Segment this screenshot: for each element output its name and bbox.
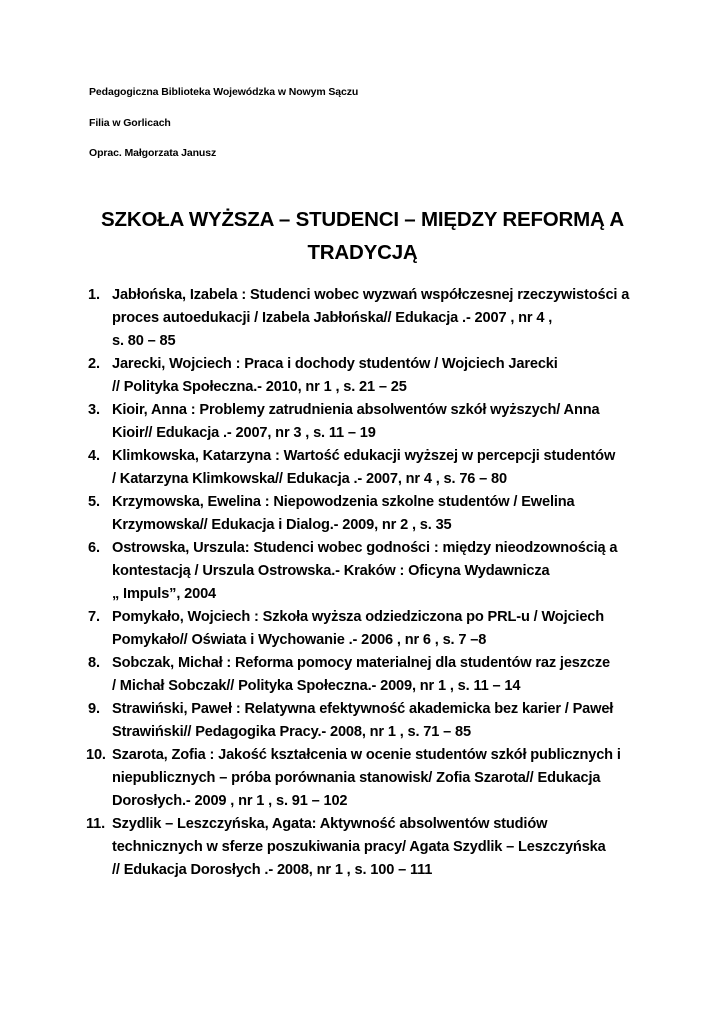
bibliography-entry <box>86 491 666 537</box>
entry-number: 10. <box>86 747 106 763</box>
entry-text-line: Szydlik – Leszczyńska, Agata: Aktywność absolwentów studiów <box>112 816 548 832</box>
bibliography-entry <box>86 652 666 698</box>
entry-text-line: Ostrowska, Urszula: Studenci wobec godności : między nieodzownością a <box>112 540 618 556</box>
bibliography-list <box>86 284 666 882</box>
entry-number: 6. <box>88 540 100 556</box>
entry-text-line: / Michał Sobczak// Polityka Społeczna.- 2009, nr 1 , s. 11 – 14 <box>112 678 521 694</box>
entry-text-line: Strawiński// Pedagogika Pracy.- 2008, nr 1 , s. 71 – 85 <box>112 724 471 740</box>
entry-text-line: Kioir// Edukacja .- 2007, nr 3 , s. 11 – 19 <box>112 425 376 441</box>
entry-number: 5. <box>88 494 100 510</box>
entry-text-line: Jabłońska, Izabela : Studenci wobec wyzwań współczesnej rzeczywistości a <box>112 287 630 303</box>
bibliography-entry <box>86 353 666 399</box>
bibliography-entry <box>86 813 666 882</box>
entry-text-line: „ Impuls”, 2004 <box>112 586 217 602</box>
entry-number: 3. <box>88 402 100 418</box>
entry-number: 8. <box>88 655 100 671</box>
compiler-name: Oprac. Małgorzata Janusz <box>89 147 217 159</box>
entry-text-line: s. 80 – 85 <box>112 333 176 349</box>
entry-text-line: Jarecki, Wojciech : Praca i dochody studentów / Wojciech Jarecki <box>112 356 558 372</box>
entry-text-line: proces autoedukacji / Izabela Jabłońska// Edukacja .- 2007 , nr 4 , <box>112 310 553 326</box>
entry-number: 4. <box>88 448 100 464</box>
bibliography-entry <box>86 537 666 606</box>
bibliography-entry <box>86 606 666 652</box>
entry-text-line: Strawiński, Paweł : Relatywna efektywność akademicka bez karier / Paweł <box>112 701 614 717</box>
entry-number: 2. <box>88 356 100 372</box>
entry-text-line: Kioir, Anna : Problemy zatrudnienia absolwentów szkół wyższych/ Anna <box>112 402 600 418</box>
entry-number: 1. <box>88 287 100 303</box>
document-title-line-2: TRADYCJĄ <box>307 241 418 264</box>
entry-text-line: kontestacją / Urszula Ostrowska.- Kraków : Oficyna Wydawnicza <box>112 563 550 579</box>
bibliography-entry <box>86 284 666 353</box>
bibliography-entry <box>86 744 666 813</box>
entry-text-line: Dorosłych.- 2009 , nr 1 , s. 91 – 102 <box>112 793 348 809</box>
document-title-line-1: SZKOŁA WYŻSZA – STUDENCI – MIĘDZY REFORMĄ A <box>101 208 624 231</box>
entry-text-line: Krzymowska, Ewelina : Niepowodzenia szkolne studentów / Ewelina <box>112 494 575 510</box>
entry-number: 11. <box>86 816 106 832</box>
entry-text-line: Krzymowska// Edukacja i Dialog.- 2009, nr 2 , s. 35 <box>112 517 452 533</box>
entry-text-line: Szarota, Zofia : Jakość kształcenia w ocenie studentów szkół publicznych i <box>112 747 621 763</box>
entry-number: 7. <box>88 609 100 625</box>
entry-text-line: Pomykało, Wojciech : Szkoła wyższa odziedziczona po PRL-u / Wojciech <box>112 609 605 625</box>
entry-text-line: / Katarzyna Klimkowska// Edukacja .- 2007, nr 4 , s. 76 – 80 <box>112 471 507 487</box>
bibliography-entry <box>86 445 666 491</box>
bibliography-entry <box>86 399 666 445</box>
library-name: Pedagogiczna Biblioteka Wojewódzka w Nowym Sączu <box>89 86 359 98</box>
entry-text-line: technicznych w sferze poszukiwania pracy/ Agata Szydlik – Leszczyńska <box>112 839 606 855</box>
entry-text-line: Pomykało// Oświata i Wychowanie .- 2006 , nr 6 , s. 7 –8 <box>112 632 487 648</box>
document-title <box>60 203 665 269</box>
entry-number: 9. <box>88 701 100 717</box>
entry-text-line: // Edukacja Dorosłych .- 2008, nr 1 , s. 100 – 111 <box>112 862 433 878</box>
bibliography-entry <box>86 698 666 744</box>
entry-text-line: niepublicznych – próba porównania stanowisk/ Zofia Szarota// Edukacja <box>112 770 601 786</box>
entry-text-line: Klimkowska, Katarzyna : Wartość edukacji wyższej w percepcji studentów <box>112 448 616 464</box>
entry-text-line: Sobczak, Michał : Reforma pomocy materialnej dla studentów raz jeszcze <box>112 655 610 671</box>
entry-text-line: // Polityka Społeczna.- 2010, nr 1 , s. 21 – 25 <box>112 379 407 395</box>
branch-name: Filia w Gorlicach <box>89 117 171 129</box>
